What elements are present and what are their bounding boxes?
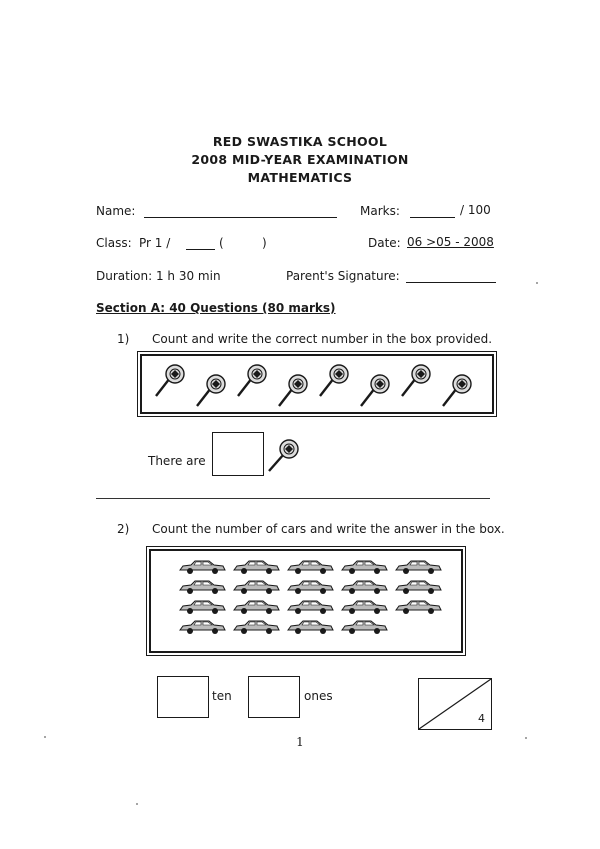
class-value: Pr 1 /	[139, 236, 171, 250]
car-icon	[342, 561, 387, 574]
car-icon	[180, 621, 225, 634]
lollipop-icon	[361, 375, 389, 406]
class-paren-open: (	[219, 236, 224, 250]
cars-frame	[149, 549, 463, 653]
there-are-label: There are	[148, 454, 206, 468]
lollipop-icon	[320, 365, 348, 396]
signature-field[interactable]	[406, 282, 496, 283]
car-icon	[396, 581, 441, 594]
scan-speck	[536, 282, 538, 284]
lollipop-icon	[402, 365, 430, 396]
section-title: Section A: 40 Questions (80 marks)	[96, 301, 336, 315]
lollipop-icon	[279, 375, 307, 406]
ones-box[interactable]	[248, 676, 300, 718]
car-icon	[234, 601, 279, 614]
car-icon	[342, 581, 387, 594]
lollipop-frame	[140, 354, 494, 414]
question-1-number: 1)	[117, 332, 130, 346]
lollipop-group	[142, 356, 492, 412]
car-icon	[180, 581, 225, 594]
divider	[96, 498, 490, 499]
tens-label: ten	[212, 689, 232, 703]
tens-box[interactable]	[157, 676, 209, 718]
answer-box-1[interactable]	[212, 432, 264, 476]
marks-total: / 100	[460, 203, 491, 217]
ones-label: ones	[304, 689, 333, 703]
question-2-text: Count the number of cars and write the answer in the box.	[152, 522, 505, 536]
car-icon	[288, 561, 333, 574]
scan-speck	[44, 736, 46, 738]
lollipop-icon	[197, 375, 225, 406]
class-field[interactable]	[186, 249, 215, 250]
name-label: Name:	[96, 204, 136, 218]
car-group	[151, 551, 461, 651]
car-icon	[396, 561, 441, 574]
scan-speck	[525, 737, 527, 739]
marks-field[interactable]	[410, 217, 455, 218]
name-field[interactable]	[144, 217, 337, 218]
car-icon	[288, 581, 333, 594]
question-2-number: 2)	[117, 522, 130, 536]
marks-label: Marks:	[360, 204, 400, 218]
car-icon	[342, 601, 387, 614]
car-icon	[234, 581, 279, 594]
car-icon	[180, 561, 225, 574]
exam-title: 2008 MID-YEAR EXAMINATION	[191, 152, 409, 167]
subject-title: MATHEMATICS	[247, 170, 353, 185]
scan-speck	[136, 803, 138, 805]
lollipop-icon	[264, 436, 304, 476]
car-icon	[234, 561, 279, 574]
signature-label: Parent's Signature:	[286, 269, 400, 283]
date-label: Date:	[368, 236, 401, 250]
car-icon	[288, 621, 333, 634]
question-1-text: Count and write the correct number in the box provided.	[152, 332, 493, 346]
car-icon	[342, 621, 387, 634]
car-icon	[396, 601, 441, 614]
score-box	[418, 678, 492, 730]
class-label: Class:	[96, 236, 132, 250]
page-number: 1	[296, 735, 304, 749]
duration-text: Duration: 1 h 30 min	[96, 269, 221, 283]
car-icon	[234, 621, 279, 634]
score-value: 4	[478, 712, 485, 725]
lollipop-icon	[443, 375, 471, 406]
car-icon	[288, 601, 333, 614]
date-value: 06 >05 - 2008	[407, 235, 494, 249]
class-paren-close: )	[262, 236, 267, 250]
car-icon	[180, 601, 225, 614]
lollipop-icon	[238, 365, 266, 396]
school-name: RED SWASTIKA SCHOOL	[212, 134, 388, 149]
lollipop-icon	[156, 365, 184, 396]
